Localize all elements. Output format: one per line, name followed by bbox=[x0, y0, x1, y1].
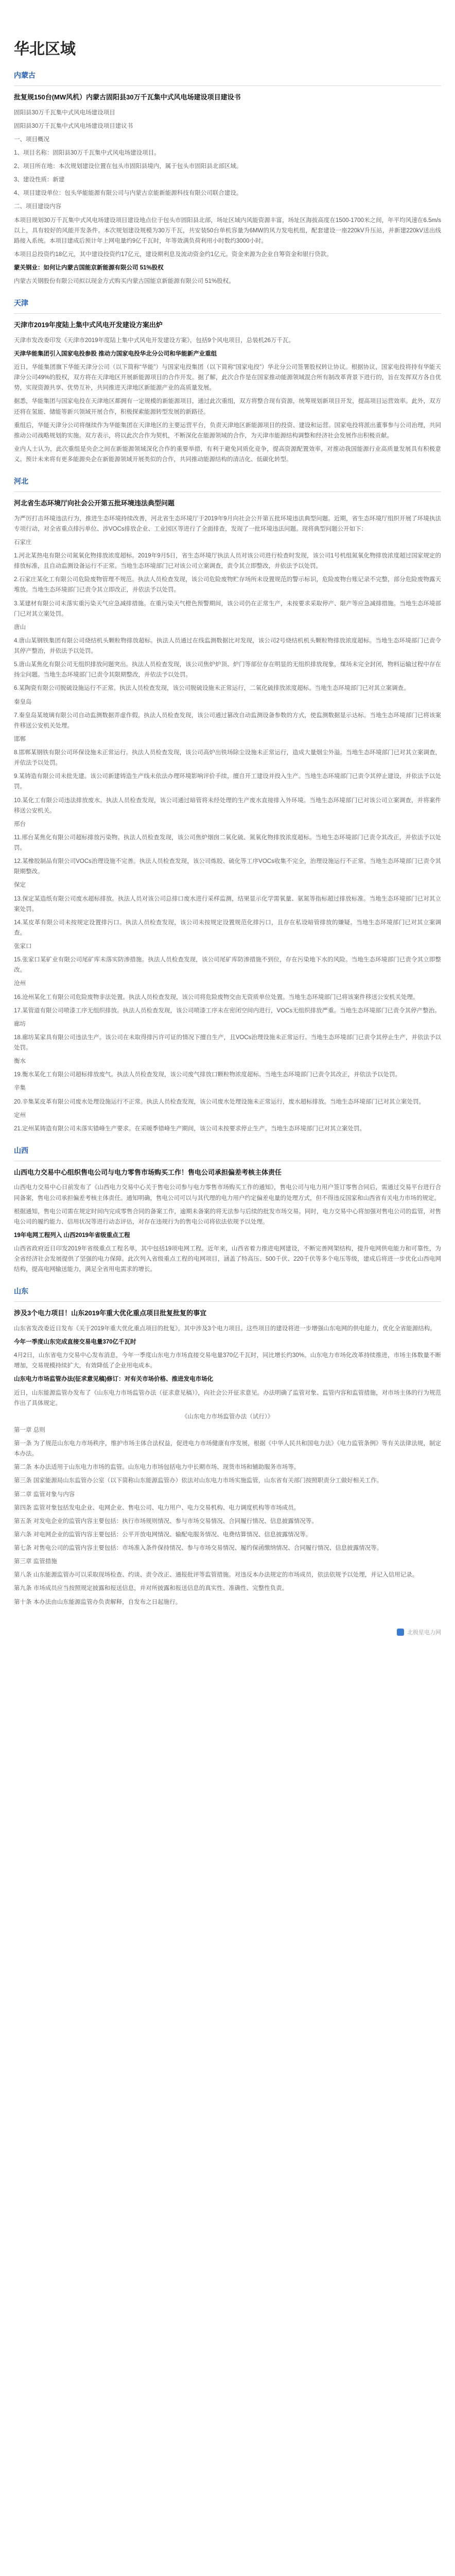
paragraph: 第三条 国家能源局山东监管办公室（以下简称山东能源监管办）依法对山东电力市场实施监管，山东省有关部门按照职责分工做好相关工作。 bbox=[14, 1478, 383, 1484]
region-title: 天津 bbox=[14, 299, 28, 308]
paragraph: 根据通知，售电公司需在规定时间内完成零售合同的备案工作，逾期未备案的将无法参与后续的批发市场交易。同时，电力交易中心将加强对售电公司的监管，对售电公司的履约能力、信用状况等进行动态评估，对存在违规行为的售电公司将依法依规予以处理。 bbox=[14, 1208, 441, 1225]
paragraph: 据悉，华能集团与国家电投在天津地区都拥有一定规模的新能源项目，通过此次重组，双方将整合现有资源，统筹规划新项目开发，提高项目运营效率。此外，双方还将在氢能、储能等新兴领域开展合作，积极探索能源转型发展的新路径。 bbox=[14, 398, 441, 415]
paragraph: 本项目总投资约18亿元，其中建设投资约17亿元，建设期利息及流动资金约1亿元。资金来源为企业自筹资金和银行贷款。 bbox=[14, 251, 332, 258]
paragraph: 内蒙古关钢股份有限公司拟以现金方式购买内蒙古国能京新能源有限公司 51%股权。 bbox=[14, 278, 235, 285]
region-section bbox=[14, 70, 441, 286]
paragraph: 辛集 bbox=[14, 1085, 26, 1092]
paragraph: 固阳县30万千瓦集中式风电场建设项目 bbox=[14, 109, 115, 116]
paragraph: 15.张家口某矿业有限公司尾矿库未落实防渗措施。执法人员检查发现，该公司尾矿库防渗措施不到位，存在污染地下水的风险。当地生态环境部门已责令其立即整改。 bbox=[14, 957, 441, 974]
paragraph: 4、项目建设单位：包头华能能源有限公司与内蒙古京能新能源科技有限公司联合建设。 bbox=[14, 190, 242, 197]
region-title: 河北 bbox=[14, 477, 28, 486]
region-section bbox=[14, 1286, 441, 1607]
paragraph: 山西省政府近日印发2019年省级重点工程名单，其中包括19项电网工程。近年来，山西省着力推进电网建设，不断完善网架结构，提升电网供电能力和可靠性，为全省经济社会发展提供了坚强的电力保障。此次列入省级重点工程的电网项目，涵盖了特高压、500千伏、220千伏等多个电压等级，建成后将进一步优化山西电网结构，提高电网输送能力，满足全省用电需求的增长。 bbox=[14, 1246, 441, 1273]
paragraph: 17.某管道有限公司喷漆工序无组织排放。执法人员检查发现，该公司喷漆工序未在密闭空间内进行，VOCs无组织排放严重。当地生态环境部门已责令其停产整治。 bbox=[14, 1007, 441, 1014]
article bbox=[14, 1167, 441, 1275]
sub-heading: 山东电力市场监管办法(征求意见稿)修订：对有关市场价格、推进发电市场化 bbox=[14, 1376, 214, 1383]
paragraph: 2.石家庄某化工有限公司危险废物管理不规范。执法人员检查发现，该公司危险废物贮存场所未设置规范的警示标识，危险废物台账记录不完整，部分危险废物露天堆放。当地生态环境部门已责令其立即改正，并依法予以处罚。 bbox=[14, 577, 441, 594]
sub-heading: 蒙关钢业：如何让内蒙古国能京新能源有限公司 51%股权 bbox=[14, 265, 164, 271]
paragraph: 重组后，华能天津分公司将继续作为华能集团在天津地区的主要运营平台，负责天津地区新能源项目的投资、建设和运营。国家电投将派出董事参与公司治理，共同推动公司战略规划的实施。双方表示，将以此次合作为契机，不断深化在能源领域的合作，为天津市能源结构调整和经济社会发展作出积极贡献。 bbox=[14, 422, 441, 439]
paragraph: 20.辛集某皮革有限公司废水处理设施运行不正常。执法人员检查发现，该公司废水处理设施未正常运行，废水超标排放。当地生态环境部门已对其立案处罚。 bbox=[14, 1098, 425, 1105]
region-title: 山西 bbox=[14, 1146, 28, 1155]
region-divider bbox=[14, 313, 441, 314]
paragraph: 邢台 bbox=[14, 821, 26, 827]
paragraph: 14.某皮革有限公司未按规定设置排污口。执法人员检查发现，该公司未按规定设置规范化排污口，且存在私设暗管排放的嫌疑。当地生态环境部门已对其立案调查。 bbox=[14, 919, 441, 936]
region-section bbox=[14, 1145, 441, 1275]
paragraph: 7.秦皇岛某玻璃有限公司自动监测数据弄虚作假。执法人员检查发现，该公司通过篡改自动监测设备参数的方式，使监测数据显示达标。当地生态环境部门已将该案件移送公安机关处理。 bbox=[14, 712, 441, 729]
paragraph: 第一条 为了规范山东电力市场秩序，维护市场主体合法权益，促进电力市场健康有序发展，根据《中华人民共和国电力法》《电力监管条例》等有关法律法规，制定本办法。 bbox=[14, 1440, 441, 1458]
paragraph: 山西电力交易中心日前发布了《山西电力交易中心关于售电公司参与电力零售市场购买工作的通知》，售电公司与电力用户签订零售合同后，需通过交易平台进行合同备案，售电公司承担偏差考核主体责任。通知明确，售电公司可以与其代理的电力用户约定偏差电量的处理方式，但不得违反国家和山西省有关电力市场的规定。 bbox=[14, 1184, 441, 1201]
paragraph: 第十条 本办法由山东能源监管办负责解释，自发布之日起施行。 bbox=[14, 1599, 182, 1605]
paragraph: 保定 bbox=[14, 882, 26, 889]
paragraph: 唐山 bbox=[14, 624, 26, 631]
paragraph: 第九条 市场成员应当按照规定披露和报送信息，并对所披露和报送信息的真实性、准确性、完整性负责。 bbox=[14, 1585, 288, 1592]
paragraph: 第八条 山东能源监管办可以采取现场检查、约谈、责令改正、通报批评等监管措施。对违反本办法规定的市场成员，依法依规予以处理，并记入信用记录。 bbox=[14, 1572, 418, 1579]
paragraph: 本项目规划30万千瓦集中式风电场建设项目建设地点位于包头市固阳县北部，场址区域内风能资源丰富，场址区海拔高度在1500-1700米之间，年平均风速在6.5m/s以上，具有较好的风能开发条件。本次规划建设规模为30万千瓦，共安装50台单机容量为6MW的风力发电机组，配套建设一座220kV升压站，并新建220kV送出线路接入系统。本项目建成后预计年上网电量约9亿千瓦时，年等效满负荷利用小时数约3000小时。 bbox=[14, 217, 441, 244]
page bbox=[14, 0, 441, 1667]
paragraph: 第三章 监管措施 bbox=[14, 1558, 57, 1565]
region-section bbox=[14, 298, 441, 465]
article-title[interactable]: 涉及3个电力项目！山东2019年重大优化重点项目批复批复的事宜 bbox=[14, 1309, 207, 1317]
paragraph: 3.某建材有限公司未落实重污染天气应急减排措施。在重污染天气橙色预警期间，该公司仍在正常生产，未按要求采取停产、限产等应急减排措施。当地生态环境部门已对其立案处罚。 bbox=[14, 600, 441, 617]
paragraph: 第一章 总则 bbox=[14, 1427, 45, 1433]
paragraph: 第六条 对电网企业的监管内容主要包括：公平开放电网情况、输配电服务情况、电费结算情况、信息披露情况等。 bbox=[14, 1531, 312, 1538]
paragraph: 1.河北某热电有限公司氮氧化物排放浓度超标。2019年9月5日，省生态环境厅执法人员对该公司进行检查时发现，该公司1号机组氮氧化物排放浓度超过国家规定的排放标准，且自动监测设备运行不正常。当地生态环境部门已对该公司立案调查，责令其立即整改，并依法予以处罚。 bbox=[14, 553, 441, 570]
paragraph: 定州 bbox=[14, 1112, 26, 1118]
paragraph: 4月2日，山东省电力交易中心发布消息，今年一季度山东电力市场直接交易电量370亿千瓦时，同比增长约30%。山东电力市场化改革持续推进，市场主体数量不断增加，交易规模持续扩大，有效降低了企业用电成本。 bbox=[14, 1352, 441, 1369]
article bbox=[14, 320, 441, 465]
sub-heading: 今年一季度山东完成直接交易电量370亿千瓦时 bbox=[14, 1339, 136, 1345]
region-title: 山东 bbox=[14, 1287, 28, 1296]
paragraph: 近日，山东能源监管办发布了《山东电力市场监管办法（征求意见稿）》，向社会公开征求意见。办法明确了监管对象、监管内容和监管措施，对市场主体的行为规范作出了具体规定。 bbox=[14, 1389, 441, 1406]
paragraph: 11.邢台某焦化有限公司超标排放污染物。执法人员检查发现，该公司焦炉烟囱二氧化硫、氮氧化物排放浓度超标。当地生态环境部门已责令其改正，并依法予以处罚。 bbox=[14, 834, 441, 851]
paragraph: 衡水 bbox=[14, 1058, 26, 1065]
sub-heading: 天津华能集团引入国家电投参股 推动力国家电投华北分公司和华能新产业重组 bbox=[14, 350, 217, 357]
footer bbox=[14, 1628, 441, 1636]
footer-brand: 北极星电力网 bbox=[407, 1629, 441, 1636]
article bbox=[14, 92, 441, 286]
paragraph: 9.某铸造有限公司未批先建。该公司新建铸造生产线未依法办理环境影响评价手续，擅自开工建设并投入生产。当地生态环境部门已责令其停止建设，并依法予以处罚。 bbox=[14, 773, 441, 790]
paragraph: 8.邯郸某钢铁有限公司环保设施未正常运行。执法人员检查发现，该公司高炉出铁场除尘设施未正常运行，造成大量烟尘外溢。当地生态环境部门已对其立案调查，并依法予以处罚。 bbox=[14, 750, 441, 767]
brand-logo-icon bbox=[397, 1629, 404, 1636]
paragraph: 6.某陶瓷有限公司脱硫设施运行不正常。执法人员检查发现，该公司脱硫设施未正常运行，二氧化硫排放浓度超标。当地生态环境部门已对其立案调查。 bbox=[14, 685, 410, 692]
paragraph: 1、项目名称：固阳县30万千瓦集中式风电场建设项目。 bbox=[14, 149, 160, 156]
paragraph: 固阳县30万千瓦集中式风电场建设项目建议书 bbox=[14, 123, 133, 129]
article-title[interactable]: 批复规150台(MW风机）内蒙古固阳县30万千瓦集中式风电场建设项目建设书 bbox=[14, 93, 241, 101]
paragraph: 第四条 监管对象包括发电企业、电网企业、售电公司、电力用户、电力交易机构、电力调度机构等市场成员。 bbox=[14, 1504, 300, 1511]
paragraph: 一、项目概况 bbox=[14, 136, 49, 143]
region-title: 内蒙古 bbox=[14, 71, 36, 79]
article-title[interactable]: 山西电力交易中心组织售电公司与电力零售市场购买工作！售电公司承担偏差考核主体责任 bbox=[14, 1168, 282, 1176]
paragraph: 5.唐山某焦化有限公司无组织排放问题突出。执法人员检查发现，该公司焦炉炉顶、炉门等部位存在明显的无组织排放现象，煤场未完全封闭，物料运输过程中存在扬尘问题。当地生态环境部门已责令其限期整改，并依法予以处罚。 bbox=[14, 662, 441, 679]
paragraph: 第五条 对发电企业的监管内容主要包括：执行市场规则情况、参与市场交易情况、合同履行情况、信息披露情况等。 bbox=[14, 1518, 318, 1524]
paragraph: 第二章 监管对象与内容 bbox=[14, 1491, 75, 1498]
paragraph: 3、建设性质：新建 bbox=[14, 177, 65, 183]
paragraph: 廊坊 bbox=[14, 1021, 26, 1027]
paragraph: 4.唐山某钢铁集团有限公司烧结机头颗粒物排放超标。执法人员通过在线监测数据比对发现，该公司2号烧结机机头颗粒物排放浓度超标。当地生态环境部门已责令其停产整治，并依法予以处罚。 bbox=[14, 637, 441, 654]
paragraph: 沧州 bbox=[14, 980, 26, 987]
paragraph: 为严厉打击环境违法行为，推进生态环境持续改善，河北省生态环境厅于2019年9月向社会公开第五批环境违法典型问题。近期，省生态环境厅组织开展了环境执法专项行动，对全省重点排污单位、涉VOCs排放企业、工业园区等进行了全面排查，发现了一批环境违法问题。现将典型问题公开如下： bbox=[14, 515, 441, 532]
paragraph: 山东省发改委近日发布《关于2019年重大优化重点项目的批复》，其中涉及3个电力项目。这些项目的建设将进一步增强山东电网的供电能力，优化全省能源结构。 bbox=[14, 1325, 436, 1332]
article bbox=[14, 1308, 441, 1607]
paragraph: 《山东电力市场监管办法（试行）》 bbox=[181, 1413, 274, 1420]
paragraph: 近日，华能集团旗下华能天津分公司（以下简称“华能”）与国家电投集团（以下简称“国家电投”）华北分公司签署股权转让协议。根据协议，国家电投将持有华能天津分公司49%的股权，双方将在天津地区开展新能源项目的合作开发。据了解，此次合作是在国家推动能源领域混合所有制改革背景下进行的，旨在发挥双方各自优势，实现资源共享、优势互补，共同推进天津地区新能源产业的高质量发展。 bbox=[14, 364, 441, 392]
paragraph: 张家口 bbox=[14, 943, 32, 950]
paragraph: 石家庄 bbox=[14, 539, 32, 546]
paragraph: 二、项目建设内容 bbox=[14, 204, 61, 210]
article-title[interactable]: 河北省生态环境厅向社会公开第五批环境违法典型问题 bbox=[14, 499, 175, 507]
paragraph: 2、项目所在地：本次规划建设位置在包头市固阳县境内，属于包头市固阳县北部区域。 bbox=[14, 163, 242, 170]
paragraph: 第七条 对售电公司的监管内容主要包括：市场准入条件保持情况、参与市场交易情况、履约保函缴纳情况、合同履行情况、信息披露情况等。 bbox=[14, 1545, 383, 1551]
article bbox=[14, 498, 441, 1134]
regions-container bbox=[14, 70, 441, 1607]
page-title: 华北区域 bbox=[14, 41, 76, 58]
paragraph: 13.保定某造纸有限公司废水超标排放。执法人员对该公司总排口废水进行采样监测，结果显示化学需氧量、氨氮等指标超过排放标准。当地生态环境部门已对其立案处罚。 bbox=[14, 895, 441, 912]
paragraph: 18.廊坊某家具有限公司违法生产。该公司在未取得排污许可证的情况下擅自生产，且VOCs治理设施未正常运行。当地生态环境部门已责令其停止生产，并依法予以处罚。 bbox=[14, 1034, 441, 1051]
sub-heading: 19年电网工程列入 山西2019年省级重点工程 bbox=[14, 1232, 130, 1239]
paragraph: 21.定州某铸造有限公司未落实错峰生产要求。在采暖季错峰生产期间，该公司未按要求停止生产。当地生态环境部门已对其立案处罚。 bbox=[14, 1125, 365, 1132]
paragraph: 邯郸 bbox=[14, 736, 26, 742]
paragraph: 19.衡水某化工有限公司超标排放废气。执法人员检查发现，该公司废气排放口颗粒物浓度超标。当地生态环境部门已责令其改正，并依法予以处罚。 bbox=[14, 1072, 401, 1078]
paragraph: 10.某化工有限公司违法排放废水。执法人员检查发现，该公司通过暗管将未经处理的生产废水直接排入外环境。当地生态环境部门已对该公司立案调查，并将案件移送公安机关。 bbox=[14, 797, 441, 814]
paragraph: 业内人士认为，此次重组是央企之间在新能源领域深化合作的重要举措，有利于避免同质化竞争，提高资源配置效率，对推动我国能源行业高质量发展具有积极意义。预计未来将有更多能源央企在新能源领域开展类似的合作，共同推动能源结构的清洁化、低碳化转型。 bbox=[14, 446, 441, 463]
paragraph: 16.沧州某化工有限公司危险废物非法处置。执法人员检查发现，该公司将危险废物交由无资质单位处置。当地生态环境部门已将该案件移送公安机关处理。 bbox=[14, 994, 419, 1001]
article-title[interactable]: 天津市2019年度陆上集中式风电开发建设方案出炉 bbox=[14, 321, 163, 329]
paragraph: 第二条 本办法适用于山东电力市场的监管。山东电力市场包括电力中长期市场、现货市场和辅助服务市场等。 bbox=[14, 1464, 300, 1471]
region-divider bbox=[14, 1301, 441, 1302]
paragraph: 12.某橡胶制品有限公司VOCs治理设施不完善。执法人员检查发现，该公司炼胶、硫化等工序VOCs收集不完全，治理设施运行不正常。当地生态环境部门已责令其限期整改。 bbox=[14, 858, 441, 875]
region-section bbox=[14, 476, 441, 1134]
paragraph: 秦皇岛 bbox=[14, 699, 32, 705]
paragraph: 天津市发改委印发《天津市2019年度陆上集中式风电开发建设方案》，包括9个风电项目，总装机26万千瓦。 bbox=[14, 337, 295, 344]
